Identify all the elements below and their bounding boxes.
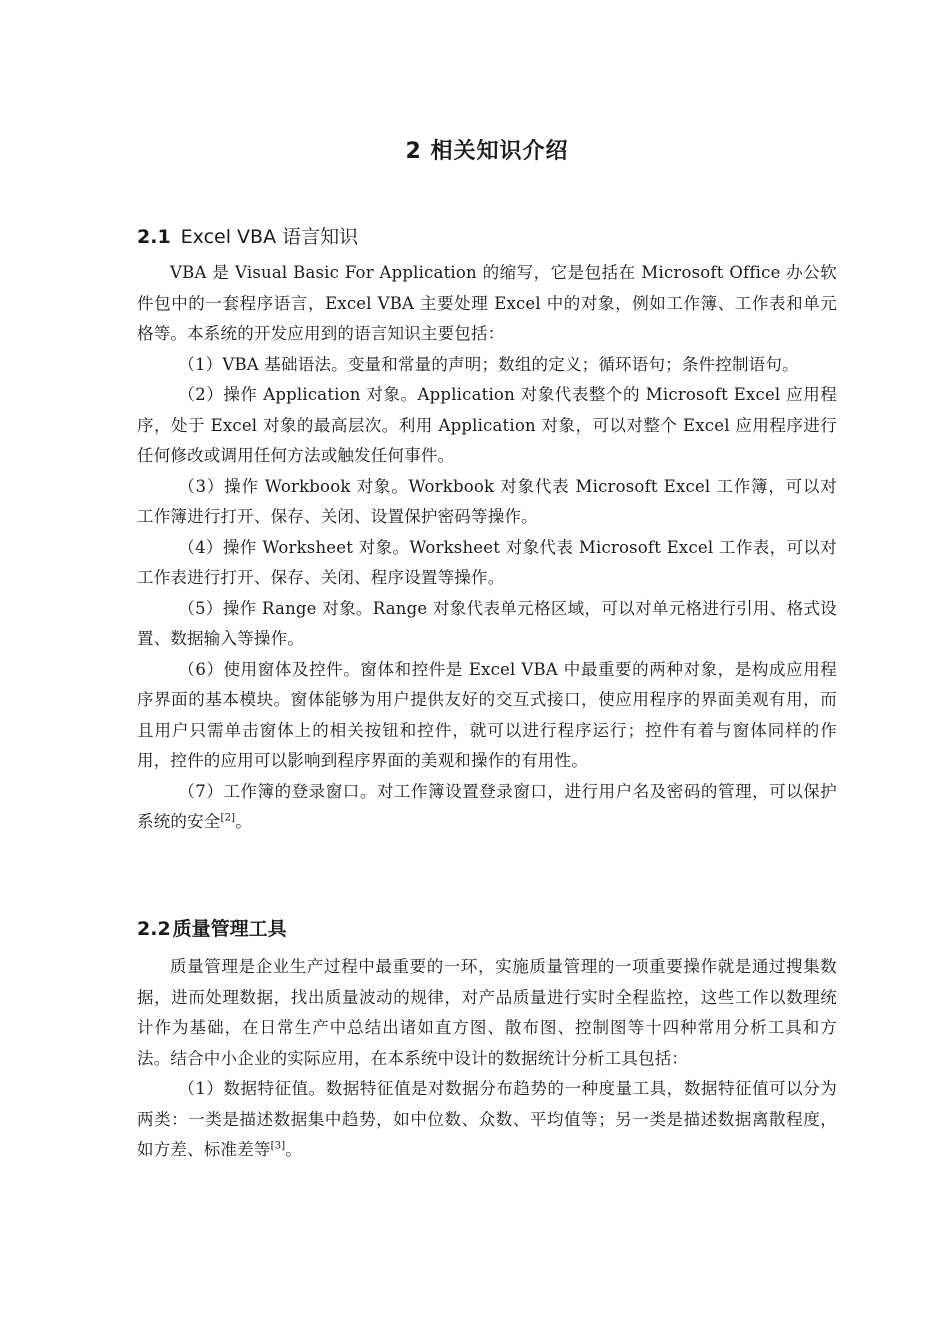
section-2-1-item-3: （3）操作 Workbook 对象。Workbook 对象代表 Microsoft Excel 工作簿，可以对工作簿进行打开、保存、关闭、设置保护密码等操作。 — [137, 476, 837, 526]
section-2-1-heading — [137, 222, 358, 252]
section-2-2-intro: 质量管理是企业生产过程中最重要的一环，实施质量管理的一项重要操作就是通过搜集数据，进而处理数据，找出质量波动的规律，对产品质量进行实时全程监控，这些工作以数理统计作为基础，在日常生产中总结出诸如直方图、散布图、控制图等十四种常用分析工具和方法。结合中小企业的实际应用，在本系统中设计的数据统计分析工具包括： — [137, 957, 837, 1068]
section-2-1-item-4: （4）操作 Worksheet 对象。Worksheet 对象代表 Microsoft Excel 工作表，可以对工作表进行打开、保存、关闭、程序设置等操作。 — [137, 537, 837, 587]
section-2-1-item-7-tail: 。 — [235, 812, 252, 831]
section-2-1-item-1: （1）VBA 基础语法。变量和常量的声明；数组的定义；循环语句；条件控制语句。 — [178, 354, 799, 374]
section-2-1-item-2: （2）操作 Application 对象。Application 对象代表整个的 Microsoft Excel 应用程序，处于 Excel 对象的最高层次。利用 Application 对象，可以对整个 Excel 应用程序进行任何修改或调用任何方法或触发任何事件。 — [137, 385, 837, 465]
section-2-1-body — [137, 258, 837, 838]
citation-ref[interactable]: [3] — [270, 1140, 286, 1152]
citation-ref[interactable]: [2] — [220, 812, 236, 824]
section-2-2-item-1-text: （1）数据特征值。数据特征值是对数据分布趋势的一种度量工具，数据特征值可以分为两类：一类是描述数据集中趋势，如中位数、众数、平均值等；另一类是描述数据离散程度，如方差、标准差等 — [137, 1079, 837, 1159]
chapter-title: 2 相关知识介绍 — [405, 139, 569, 164]
section-2-1-intro: VBA 是 Visual Basic For Application 的缩写，它是包括在 Microsoft Office 办公软件包中的一套程序语言，Excel VBA 主要处理 Excel 中的对象，例如工作簿、工作表和单元格等。本系统的开发应用到的语言知识主要包括： — [137, 263, 837, 343]
section-2-2-number: 2.2 — [137, 918, 171, 940]
section-2-1-item-7-text: （7）工作簿的登录窗口。对工作簿设置登录窗口，进行用户名及密码的管理，可以保护系统的安全 — [137, 781, 837, 831]
section-2-2-item-1 — [137, 1074, 837, 1166]
section-2-1-item-5: （5）操作 Range 对象。Range 对象代表单元格区域，可以对单元格进行引用、格式设置、数据输入等操作。 — [137, 598, 837, 648]
section-2-2-title: 质量管理工具 — [172, 918, 287, 940]
section-2-1-item-6: （6）使用窗体及控件。窗体和控件是 Excel VBA 中最重要的两种对象，是构成应用程序界面的基本模块。窗体能够为用户提供友好的交互式接口，使应用程序的界面美观有用，而且用户只需单击窗体上的相关按钮和控件，就可以进行程序运行；控件有着与窗体同样的作用，控件的应用可以影响到程序界面的美观和操作的有用性。 — [137, 659, 837, 770]
section-2-2-item-1-tail: 。 — [285, 1140, 303, 1159]
section-2-1-item-7 — [137, 777, 837, 838]
section-2-1-number: 2.1 — [137, 226, 171, 248]
section-2-2-heading — [137, 914, 287, 944]
section-2-1-title: Excel VBA 语言知识 — [180, 226, 359, 248]
section-2-2-body — [137, 952, 837, 1166]
